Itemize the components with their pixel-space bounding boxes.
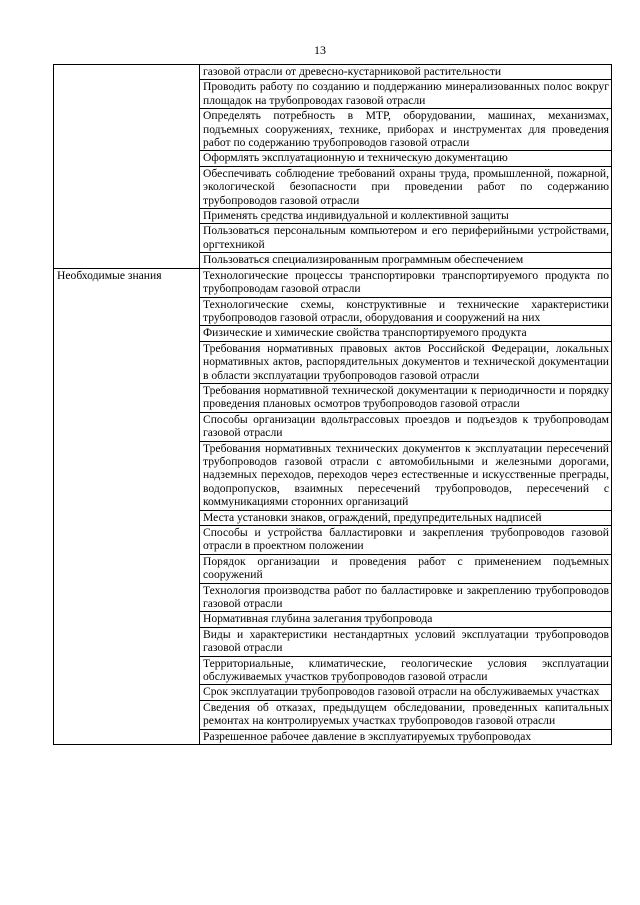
table-cell: Пользоваться персональным компьютером и его периферийными устройствами, оргтехникой (200, 224, 612, 253)
table-cell: Нормативная глубина залегания трубопровода (200, 612, 612, 627)
table-cell: Разрешенное рабочее давление в эксплуатируемых трубопроводах (200, 729, 612, 744)
table-cell: газовой отрасли от древесно-кустарниковой растительности (200, 65, 612, 80)
table-cell: Обеспечивать соблюдение требований охраны труда, промышленной, пожарной, экологической безопасности при проведении работ по содержанию трубопроводов газовой отрасли (200, 166, 612, 208)
section-label-required-knowledge: Необходимые знания (54, 268, 200, 744)
table-cell: Требования нормативных правовых актов Российской Федерации, локальных нормативных актов, распорядительных документов и технической документации в области эксплуатации трубопроводов газовой отрасли (200, 341, 612, 383)
table-cell: Технология производства работ по балластировке и закреплению трубопроводов газовой отрасли (200, 583, 612, 612)
table-cell: Места установки знаков, ограждений, предупредительных надписей (200, 510, 612, 525)
table-cell: Применять средства индивидуальной и коллективной защиты (200, 209, 612, 224)
table-cell: Сведения об отказах, предыдущем обследовании, проведенных капитальных ремонтах на контролируемых участках трубопроводов газовой отрасли (200, 700, 612, 729)
table-cell: Требования нормативных технических документов к эксплуатации пересечений трубопроводов газовой отрасли с автомобильными и железными дорогами, надземных переходов, переходов через естественные и искусственные преграды, водопропусков, взаимных пересечений трубопроводов, пересечений с коммуникациями сторонних организаций (200, 441, 612, 510)
table-cell: Определять потребность в МТР, оборудовании, машинах, механизмах, подъемных сооружениях, технике, приборах и инструментах для проведения работ по содержанию трубопроводов газовой отрасли (200, 109, 612, 151)
table-cell: Проводить работу по созданию и поддержанию минерализованных полос вокруг площадок на трубопроводах газовой отрасли (200, 80, 612, 109)
table-cell: Способы организации вдольтрассовых проездов и подъездов к трубопроводам газовой отрасли (200, 412, 612, 441)
table-cell: Способы и устройства балластировки и закрепления трубопроводов газовой отрасли в проектном положении (200, 526, 612, 555)
table-cell: Технологические процессы транспортировки транспортируемого продукта по трубопроводам газовой отрасли (200, 268, 612, 297)
table-cell: Оформлять эксплуатационную и техническую документацию (200, 151, 612, 166)
table-row (54, 268, 612, 297)
table-cell: Территориальные, климатические, геологические условия эксплуатации обслуживаемых участков трубопроводов газовой отрасли (200, 656, 612, 685)
table-row (54, 65, 612, 80)
section-label-cell (54, 65, 200, 269)
table-cell: Требования нормативной технической документации к периодичности и порядку проведения плановых осмотров трубопроводов газовой отрасли (200, 383, 612, 412)
table-cell: Порядок организации и проведения работ с применением подъемных сооружений (200, 554, 612, 583)
requirements-table (53, 64, 612, 745)
table-cell: Срок эксплуатации трубопроводов газовой отрасли на обслуживаемых участках (200, 685, 612, 700)
table-cell: Пользоваться специализированным программным обеспечением (200, 253, 612, 268)
table-cell: Физические и химические свойства транспортируемого продукта (200, 326, 612, 341)
table-cell: Виды и характеристики нестандартных условий эксплуатации трубопроводов газовой отрасли (200, 627, 612, 656)
page-number: 13 (314, 43, 326, 57)
table-cell: Технологические схемы, конструктивные и технические характеристики трубопроводов газовой отрасли, оборудования и сооружений на них (200, 297, 612, 326)
